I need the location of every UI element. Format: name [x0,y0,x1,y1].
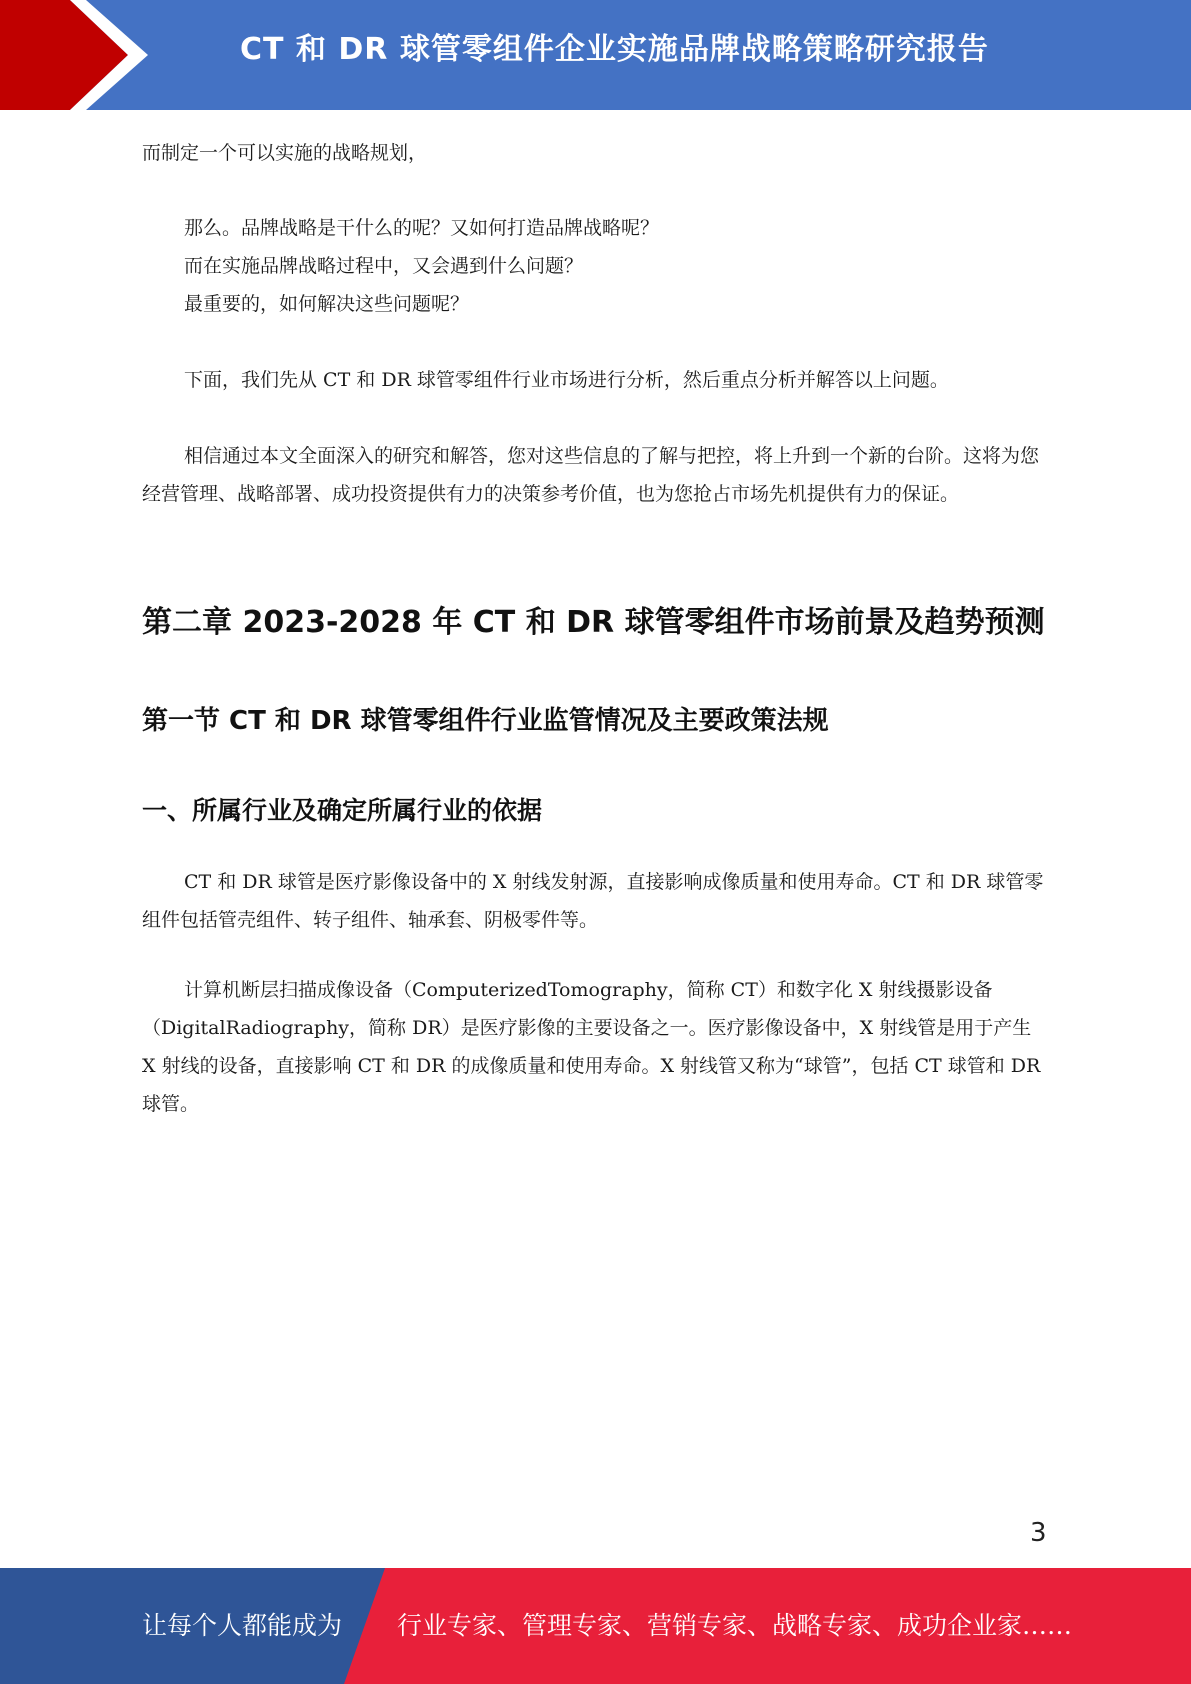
page-header [0,0,1191,110]
chapter-heading: 第二章 2023-2028 年 CT 和 DR 球管零组件市场前景及趋势预测 [142,605,1045,640]
next-paragraph: 下面，我们先从 CT 和 DR 球管零组件行业市场进行分析，然后重点分析并解答以上问题。 [184,369,949,391]
question-2: 而在实施品牌战略过程中，又会遇到什么问题？ [184,255,584,277]
footer-slogan-left: 让每个人都能成为 [142,1611,343,1640]
page-number: 3 [1030,1518,1047,1548]
question-3: 最重要的，如何解决这些问题呢？ [184,293,470,315]
trust-paragraph: 相信通过本文全面深入的研究和解答，您对这些信息的了解与把控，将上升到一个新的台阶。这将为您经营管理、战略部署、成功投资提供有力的决策参考价值，也为您抢占市场先机提供有力的保证。 [142,445,1040,505]
subsection-heading: 一、所属行业及确定所属行业的依据 [142,796,543,825]
ct-dr-paragraph: 计算机断层扫描成像设备（ComputerizedTomography，简称 CT）和数字化 X 射线摄影设备（DigitalRadiography，简称 DR）是医疗影像的主要设备之一。医疗影像设备中，X 射线管是用于产生 X 射线的设备，直接影响 CT 和 DR 的成像质量和使用寿命。X 射线管又称为“球管”，包括 CT 球管和 DR 球管。 [142,979,1041,1115]
definition-paragraph: CT 和 DR 球管是医疗影像设备中的 X 射线发射源，直接影响成像质量和使用寿命。CT 和 DR 球管零组件包括管壳组件、转子组件、轴承套、阴极零件等。 [142,871,1044,931]
footer-slogan-right: 行业专家、管理专家、营销专家、战略专家、成功企业家…… [397,1611,1073,1640]
page-footer [0,1568,1191,1684]
question-1: 那么。品牌战略是干什么的呢？又如何打造品牌战略呢？ [184,217,660,239]
report-title: CT 和 DR 球管零组件企业实施品牌战略策略研究报告 [240,32,989,67]
header-red-chevron [0,0,128,110]
section-heading: 第一节 CT 和 DR 球管零组件行业监管情况及主要政策法规 [142,706,829,736]
intro-paragraph: 而制定一个可以实施的战略规划， [142,142,428,164]
header-chevron-graphic [0,0,160,110]
